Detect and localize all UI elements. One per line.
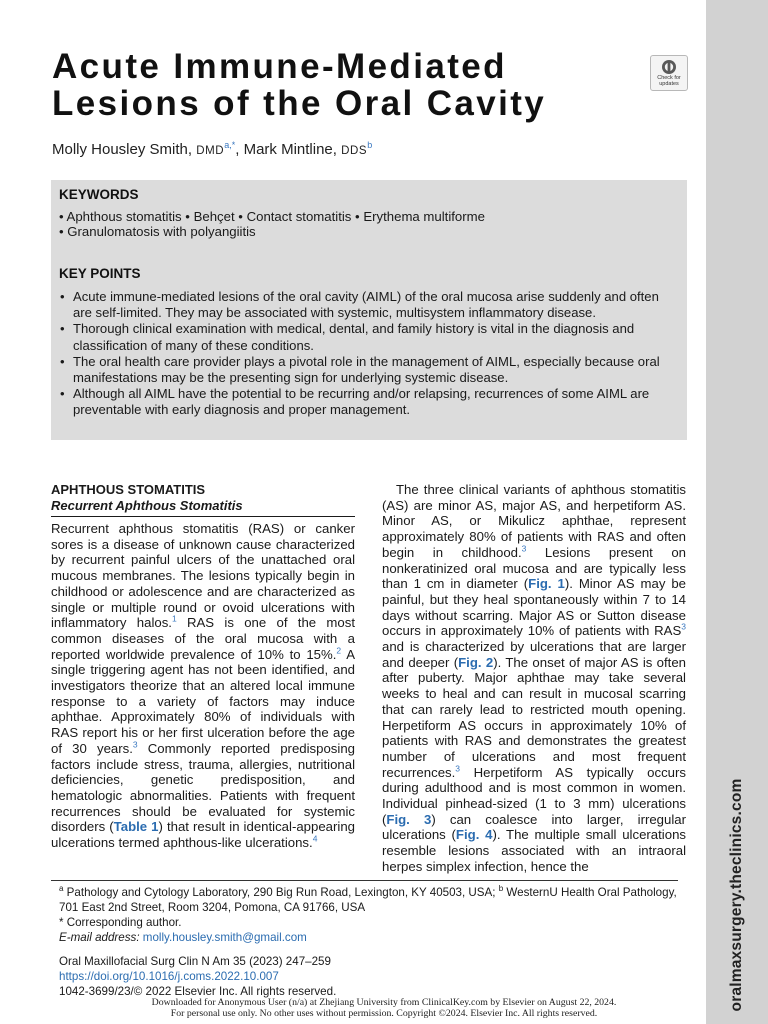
article-title (52, 48, 692, 122)
affiliation-marker: a (59, 884, 64, 894)
author-1-degree: DMD (196, 145, 225, 157)
body-text: and is characterized by ulcerations that are larger and deeper ( (382, 639, 686, 670)
body-text: Recurrent aphthous stomatitis (RAS) or canker sores is a disease of unknown cause characterized by recurrent painful ulcers of the unattached oral mucous membranes. The lesions typically begin in childhood or adolescence and are characterized as single or multiple round or ovoid ulcerations with inflammatory halos. (51, 521, 355, 631)
table-link[interactable]: Table 1 (113, 819, 159, 835)
left-column (51, 482, 355, 851)
email-label: E-mail address: (59, 931, 140, 944)
footnote-divider (51, 880, 678, 881)
keywords-heading: KEYWORDS (59, 187, 139, 202)
reference-link[interactable]: 3 (132, 739, 138, 750)
doi-link[interactable]: https://doi.org/10.1016/j.coms.2022.10.007 (59, 970, 279, 983)
figure-link[interactable]: Fig. 2 (458, 654, 494, 670)
affiliation-marker: b (498, 884, 504, 894)
affiliations-footnotes (59, 885, 679, 945)
check-text-1: Check for (657, 75, 681, 81)
reference-link[interactable]: 3 (681, 621, 686, 632)
body-text: ). The multiple small ulcerations resemble lesions associated with an intraoral herpes simplex infection, hence the (382, 827, 686, 874)
download-notice-line-2: For personal use only. No other uses without permission. Copyright ©2024. Elsevier Inc. All rights reserved. (170, 1008, 598, 1019)
reference-link[interactable]: 1 (171, 613, 177, 624)
body-text: ) that result in identical-appearing ulcerations termed aphthous-like ulcerations. (51, 819, 355, 851)
check-for-updates-button[interactable] (650, 55, 688, 91)
body-text: RAS is one of the most common diseases of the oral mucosa with a reported worldwide prevalence of 10% to 15%. (51, 615, 355, 662)
figure-link[interactable]: Fig. 4 (455, 827, 493, 843)
figure-link[interactable]: Fig. 3 (386, 811, 432, 827)
author-2-degree: DDS (341, 145, 368, 157)
body-text: Lesions present on nonkeratinized oral mucosa and are typically less than 1 cm in diameter ( (382, 544, 686, 592)
check-text-2: updates (659, 81, 679, 87)
author-2-name: , Mark Mintline, (235, 141, 342, 158)
corresponding-author: * Corresponding author. (59, 916, 182, 929)
affiliation-text: WesternU Health Oral Pathology, 701 East 2nd Street, Room 3204, Pomona, CA 91766, USA (59, 886, 677, 914)
figure-link[interactable]: Fig. 1 (528, 576, 565, 592)
author-1-name: Molly Housley Smith, (52, 141, 197, 158)
body-paragraph (51, 521, 355, 851)
body-paragraph (382, 482, 686, 875)
reference-link[interactable]: 3 (455, 763, 461, 774)
download-notice-line-1: Downloaded for Anonymous User (n/a) at Zhejiang University from ClinicalKey.com by Elsevier on August 22, 2024. (151, 997, 617, 1008)
body-text: Commonly reported predisposing factors include stress, trauma, allergies, nutritional deficiencies, genetic predisposition, and hematologic abnormalities. Patients with frequent recurrences should be evaluated for systemic disorders ( (51, 740, 355, 835)
author-2-affiliation[interactable]: b (367, 140, 373, 150)
heading-rule (51, 516, 355, 517)
email-line (59, 930, 679, 945)
reference-link[interactable]: 3 (521, 543, 527, 554)
reference-link[interactable]: 4 (312, 833, 318, 844)
key-point-item: • Although all AIML have the potential to be recurring and/or relapsing, recurrences of some AIML are preventable with early diagnosis and proper management. (59, 386, 679, 418)
journal-url[interactable]: oralmaxsurgery.theclinics.com (728, 778, 745, 1012)
body-text: ) can coalesce into larger, irregular ulcerations ( (382, 811, 687, 843)
body-text: The three clinical variants of aphthous stomatitis (AS) are minor AS, major AS, and herpetiform AS. Minor AS, or Mikulicz aphthae, represent approximately 80% of patients with RAS and often begin in childhood. (382, 482, 686, 560)
key-points-list (59, 289, 679, 419)
author-1-affiliation[interactable]: a,* (224, 140, 236, 150)
body-text: Herpetiform AS typically occurs during adulthood and is most common in women. Individual pinhead-sized (1 to 3 mm) ulcerations ( (382, 764, 686, 827)
body-text: ). The onset of major AS is often after puberty. Major aphthae may take several weeks to heal and can result in mucosal scarring that can rarely lead to restricted mouth opening. Herpetiform AS occurs in approximately 10% of patients with RAS and demonstrates the greatest number of ulcerations and most frequent recurrences. (382, 654, 687, 780)
journal-info (59, 954, 336, 999)
author-line (52, 141, 372, 158)
body-text: A single triggering agent has not been identified, and investigators theorize that an altered local immune response to a variety of factors may induce aphthae. Approximately 80% of individuals with RAS report his or her first ulceration before the age of 30 years. (51, 646, 356, 756)
affiliation-text: Pathology and Cytology Laboratory, 290 Big Run Road, Lexington, KY 40503, USA; (63, 886, 499, 899)
title-line-1: Acute Immune-Mediated (52, 47, 507, 86)
section-heading: APHTHOUS STOMATITIS (51, 482, 206, 497)
keywords-line-1: • Aphthous stomatitis • Behçet • Contact stomatitis • Erythema multiforme (59, 209, 485, 224)
key-point-item: • The oral health care provider plays a pivotal role in the management of AIML, especially because oral manifestations may be the presenting sign for underlying systemic disease. (59, 354, 679, 386)
affiliations (59, 885, 679, 915)
key-point-item: • Thorough clinical examination with medical, dental, and family history is vital in the diagnosis and classification of many of these conditions. (59, 321, 679, 353)
title-line-2: Lesions of the Oral Cavity (52, 84, 547, 123)
right-column (382, 482, 686, 875)
issn-copyright: 1042-3699/23/© 2022 Elsevier Inc. All rights reserved. (59, 985, 337, 998)
subsection-heading: Recurrent Aphthous Stomatitis (51, 497, 243, 513)
keywords-line-2: • Granulomatosis with polyangiitis (59, 224, 256, 239)
reference-link[interactable]: 2 (336, 645, 342, 656)
crossmark-icon (661, 59, 677, 75)
body-text: ). Minor AS may be painful, but they heal spontaneously within 7 to 14 days without scarring. Major AS or Sutton disease occurs in approximately 10% of patients with RAS (382, 576, 686, 639)
key-points-heading: KEY POINTS (59, 266, 141, 281)
email-link[interactable]: molly.housley.smith@gmail.com (142, 931, 307, 944)
key-point-item: • Acute immune-mediated lesions of the oral cavity (AIML) of the oral mucosa arise suddenly and often are self-limited. They may be associated with systemic, multisystem inflammatory disease. (59, 289, 679, 321)
journal-citation: Oral Maxillofacial Surg Clin N Am 35 (2023) 247–259 (59, 955, 331, 968)
